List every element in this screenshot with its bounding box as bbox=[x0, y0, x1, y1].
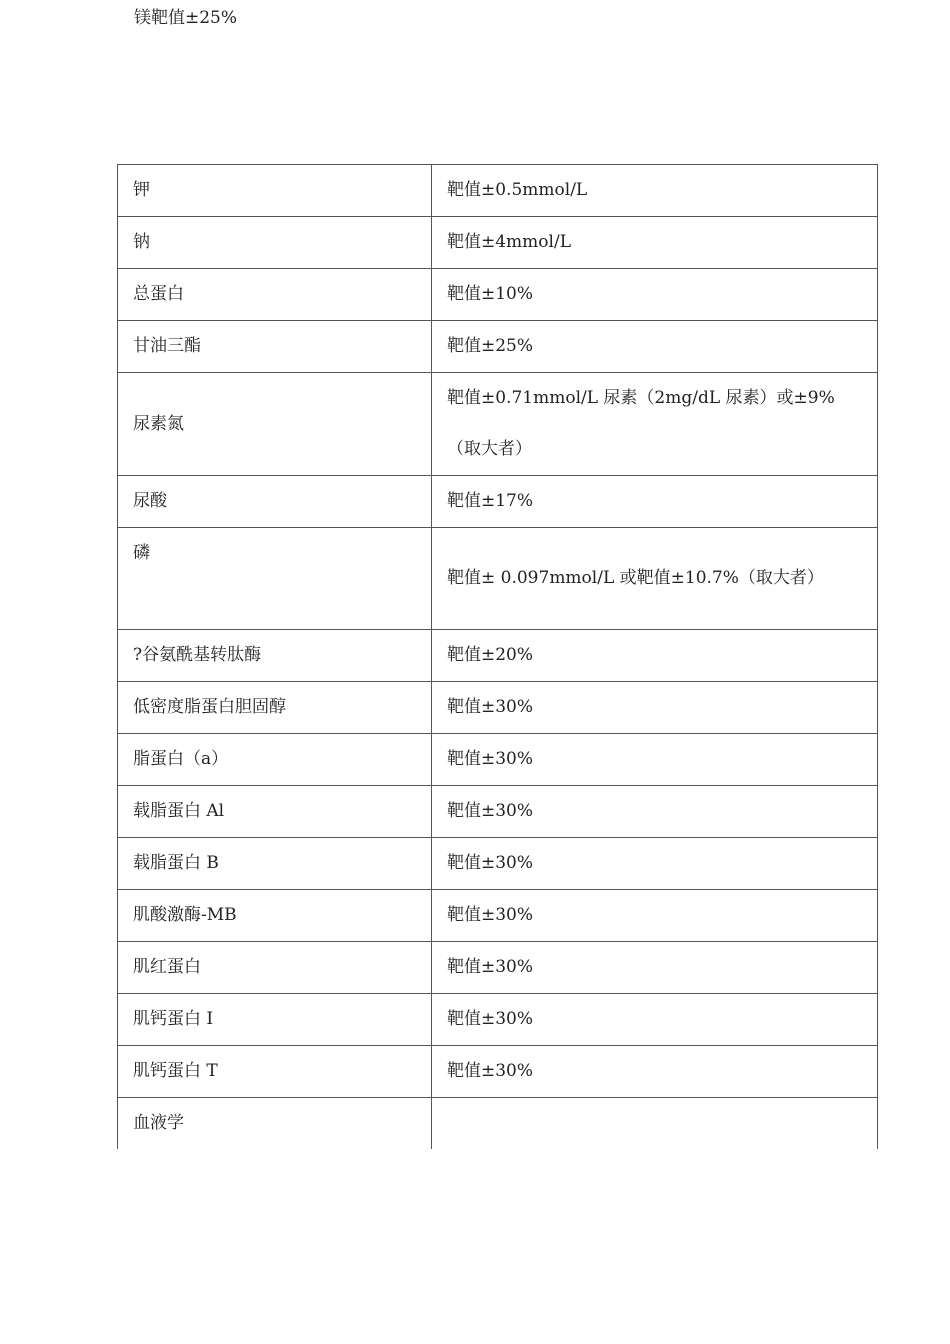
item-cell: 肌酸激酶-MB bbox=[118, 890, 432, 942]
table-row bbox=[118, 1098, 878, 1150]
criterion-cell: 靶值±30% bbox=[432, 786, 878, 838]
table-row bbox=[118, 217, 878, 269]
criterion-cell: 靶值±30% bbox=[432, 682, 878, 734]
item-cell: ?谷氨酰基转肽酶 bbox=[118, 630, 432, 682]
table-row bbox=[118, 269, 878, 321]
table-row bbox=[118, 734, 878, 786]
criterion-cell: 靶值±25% bbox=[432, 321, 878, 373]
item-cell: 载脂蛋白 B bbox=[118, 838, 432, 890]
item-cell: 低密度脂蛋白胆固醇 bbox=[118, 682, 432, 734]
criterion-cell: 靶值±20% bbox=[432, 630, 878, 682]
item-cell: 肌红蛋白 bbox=[118, 942, 432, 994]
table-row bbox=[118, 321, 878, 373]
item-cell: 载脂蛋白 Al bbox=[118, 786, 432, 838]
item-cell: 钠 bbox=[118, 217, 432, 269]
criterion-cell bbox=[432, 1098, 878, 1150]
table-row bbox=[118, 682, 878, 734]
criterion-cell: 靶值± 0.097mmol/L 或靶值±10.7%（取大者） bbox=[432, 528, 878, 630]
item-cell: 钾 bbox=[118, 165, 432, 217]
item-cell: 尿酸 bbox=[118, 476, 432, 528]
item-cell: 总蛋白 bbox=[118, 269, 432, 321]
table-row bbox=[118, 373, 878, 476]
header-line: 镁靶值±25% bbox=[134, 8, 238, 28]
item-cell: 尿素氮 bbox=[118, 373, 432, 476]
table-row bbox=[118, 994, 878, 1046]
table-row bbox=[118, 630, 878, 682]
criterion-cell: 靶值±4mmol/L bbox=[432, 217, 878, 269]
table-row bbox=[118, 838, 878, 890]
item-cell: 磷 bbox=[118, 528, 432, 630]
criteria-table bbox=[117, 164, 878, 1149]
item-cell: 肌钙蛋白 T bbox=[118, 1046, 432, 1098]
criterion-cell: 靶值±30% bbox=[432, 838, 878, 890]
item-cell: 甘油三酯 bbox=[118, 321, 432, 373]
criterion-cell: 靶值±30% bbox=[432, 942, 878, 994]
criterion-cell: 靶值±30% bbox=[432, 1046, 878, 1098]
table-row bbox=[118, 476, 878, 528]
criterion-cell: 靶值±10% bbox=[432, 269, 878, 321]
criterion-cell: 靶值±0.71mmol/L 尿素（2mg/dL 尿素）或±9%（取大者） bbox=[432, 373, 878, 476]
item-cell: 肌钙蛋白 I bbox=[118, 994, 432, 1046]
table-row bbox=[118, 942, 878, 994]
item-cell: 脂蛋白（a） bbox=[118, 734, 432, 786]
criterion-cell: 靶值±30% bbox=[432, 734, 878, 786]
criterion-cell: 靶值±30% bbox=[432, 890, 878, 942]
criterion-cell: 靶值±17% bbox=[432, 476, 878, 528]
table-row bbox=[118, 1046, 878, 1098]
criterion-cell: 靶值±0.5mmol/L bbox=[432, 165, 878, 217]
table-row bbox=[118, 786, 878, 838]
item-cell: 血液学 bbox=[118, 1098, 432, 1150]
table-row bbox=[118, 890, 878, 942]
table-row bbox=[118, 528, 878, 630]
table-row bbox=[118, 165, 878, 217]
criterion-cell: 靶值±30% bbox=[432, 994, 878, 1046]
